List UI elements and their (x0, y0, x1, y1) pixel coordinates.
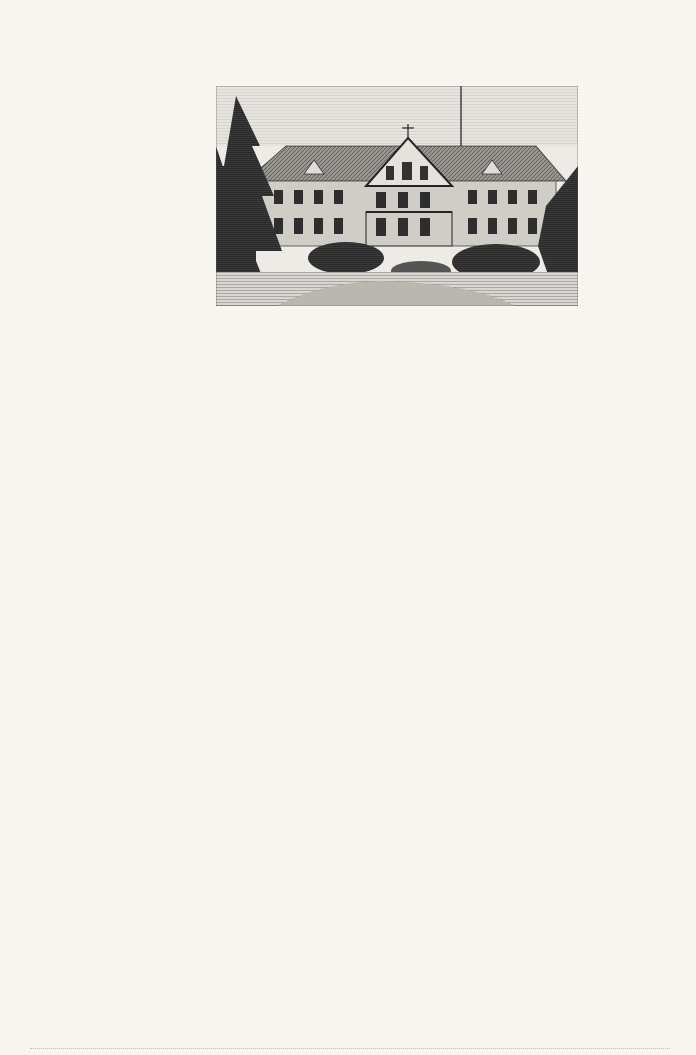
page (34, 42, 612, 360)
running-head (34, 42, 612, 64)
figure-wrap-block (34, 72, 612, 360)
body-text (34, 72, 612, 360)
school-building-engraving (216, 86, 578, 306)
page-edge-rule (30, 1048, 670, 1049)
figure-folkhogskolan-hvilan (216, 86, 578, 316)
